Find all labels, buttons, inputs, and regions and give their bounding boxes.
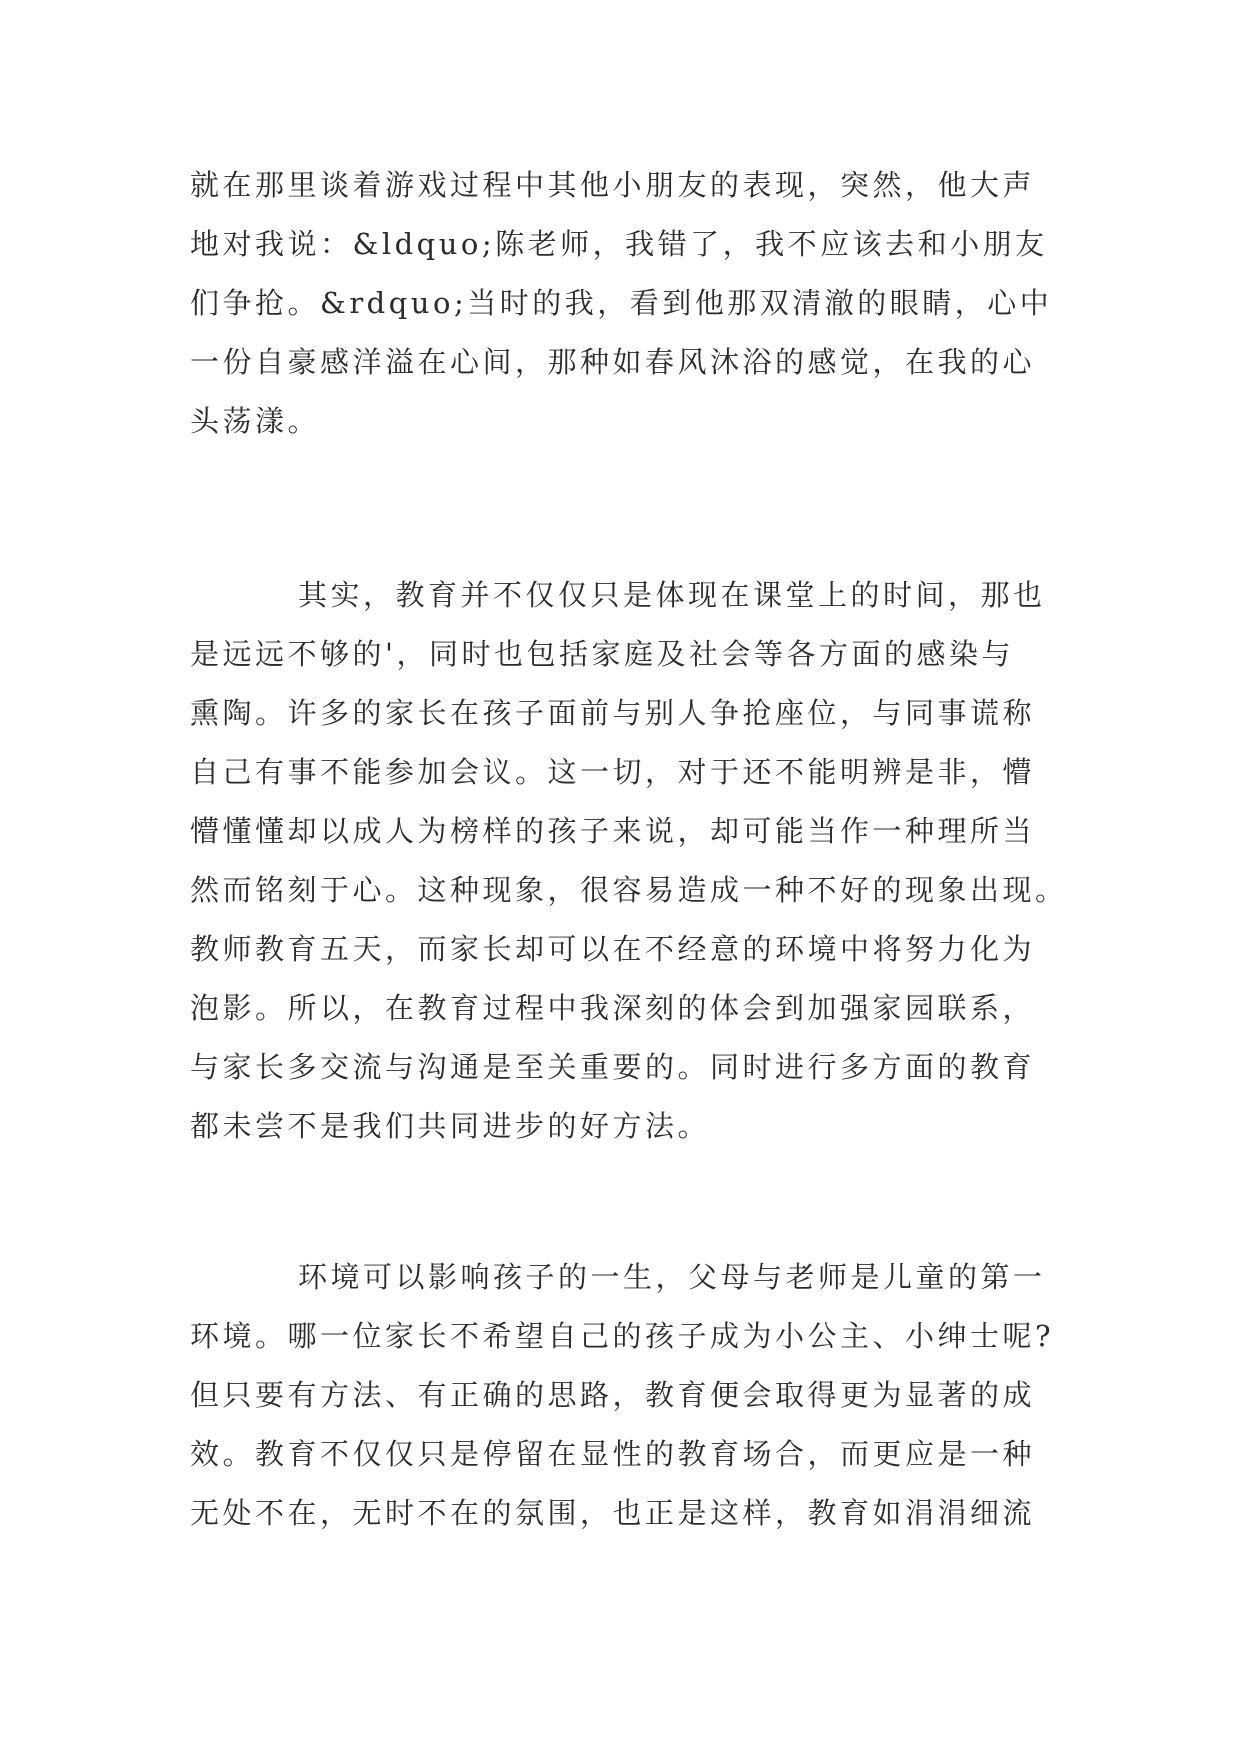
paragraph-line: 但只要有方法、有正确的思路，教育便会取得更为显著的成 (190, 1378, 1036, 1412)
paragraph-line: 都未尝不是我们共同进步的好方法。 (190, 1109, 711, 1143)
paragraph-line: 与家长多交流与沟通是至关重要的。同时进行多方面的教育 (190, 1050, 1036, 1084)
paragraph-line: 熏陶。许多的家长在孩子面前与别人争抢座位，与同事谎称 (190, 696, 1036, 730)
paragraph-line: 环境。哪一位家长不希望自己的孩子成为小公主、小绅士呢? (190, 1319, 1055, 1353)
paragraph-2 (190, 566, 1068, 1156)
paragraph-line: 头荡漾。 (190, 404, 321, 438)
paragraph-line: 然而铭刻于心。这种现象，很容易造成一种不好的现象出现。 (190, 873, 1068, 907)
paragraph-line: 无处不在，无时不在的氛围，也正是这样，教育如涓涓细流 (190, 1496, 1036, 1530)
paragraph-line: 其实，教育并不仅仅只是体现在课堂上的时间，那也 (298, 578, 1046, 612)
paragraph-line: 懵懂懂却以成人为榜样的孩子来说，却可能当作一种理所当 (190, 814, 1036, 848)
paragraph-line: 环境可以影响孩子的一生，父母与老师是儿童的第一 (298, 1260, 1046, 1294)
paragraph-line: 地对我说：&ldquo;陈老师，我错了，我不应该去和小朋友 (190, 227, 1048, 261)
paragraph-1 (190, 156, 1060, 451)
paragraph-line: 泡影。所以，在教育过程中我深刻的体会到加强家园联系， (190, 991, 1036, 1025)
paragraph-line: 一份自豪感洋溢在心间，那种如春风沐浴的感觉，在我的心 (190, 345, 1036, 379)
paragraph-line: 就在那里谈着游戏过程中其他小朋友的表现，突然，他大声 (190, 168, 1036, 202)
paragraph-3 (190, 1248, 1060, 1543)
paragraph-line: 效。教育不仅仅只是停留在显性的教育场合，而更应是一种 (190, 1437, 1036, 1471)
paragraph-line: 是远远不够的'，同时也包括家庭及社会等各方面的感染与 (190, 637, 1014, 671)
paragraph-line: 教师教育五天，而家长却可以在不经意的环境中将努力化为 (190, 932, 1036, 966)
paragraph-line: 自己有事不能参加会议。这一切，对于还不能明辨是非，懵 (190, 755, 1036, 789)
paragraph-line: 们争抢。&rdquo;当时的我，看到他那双清澈的眼睛，心中 (190, 286, 1053, 320)
